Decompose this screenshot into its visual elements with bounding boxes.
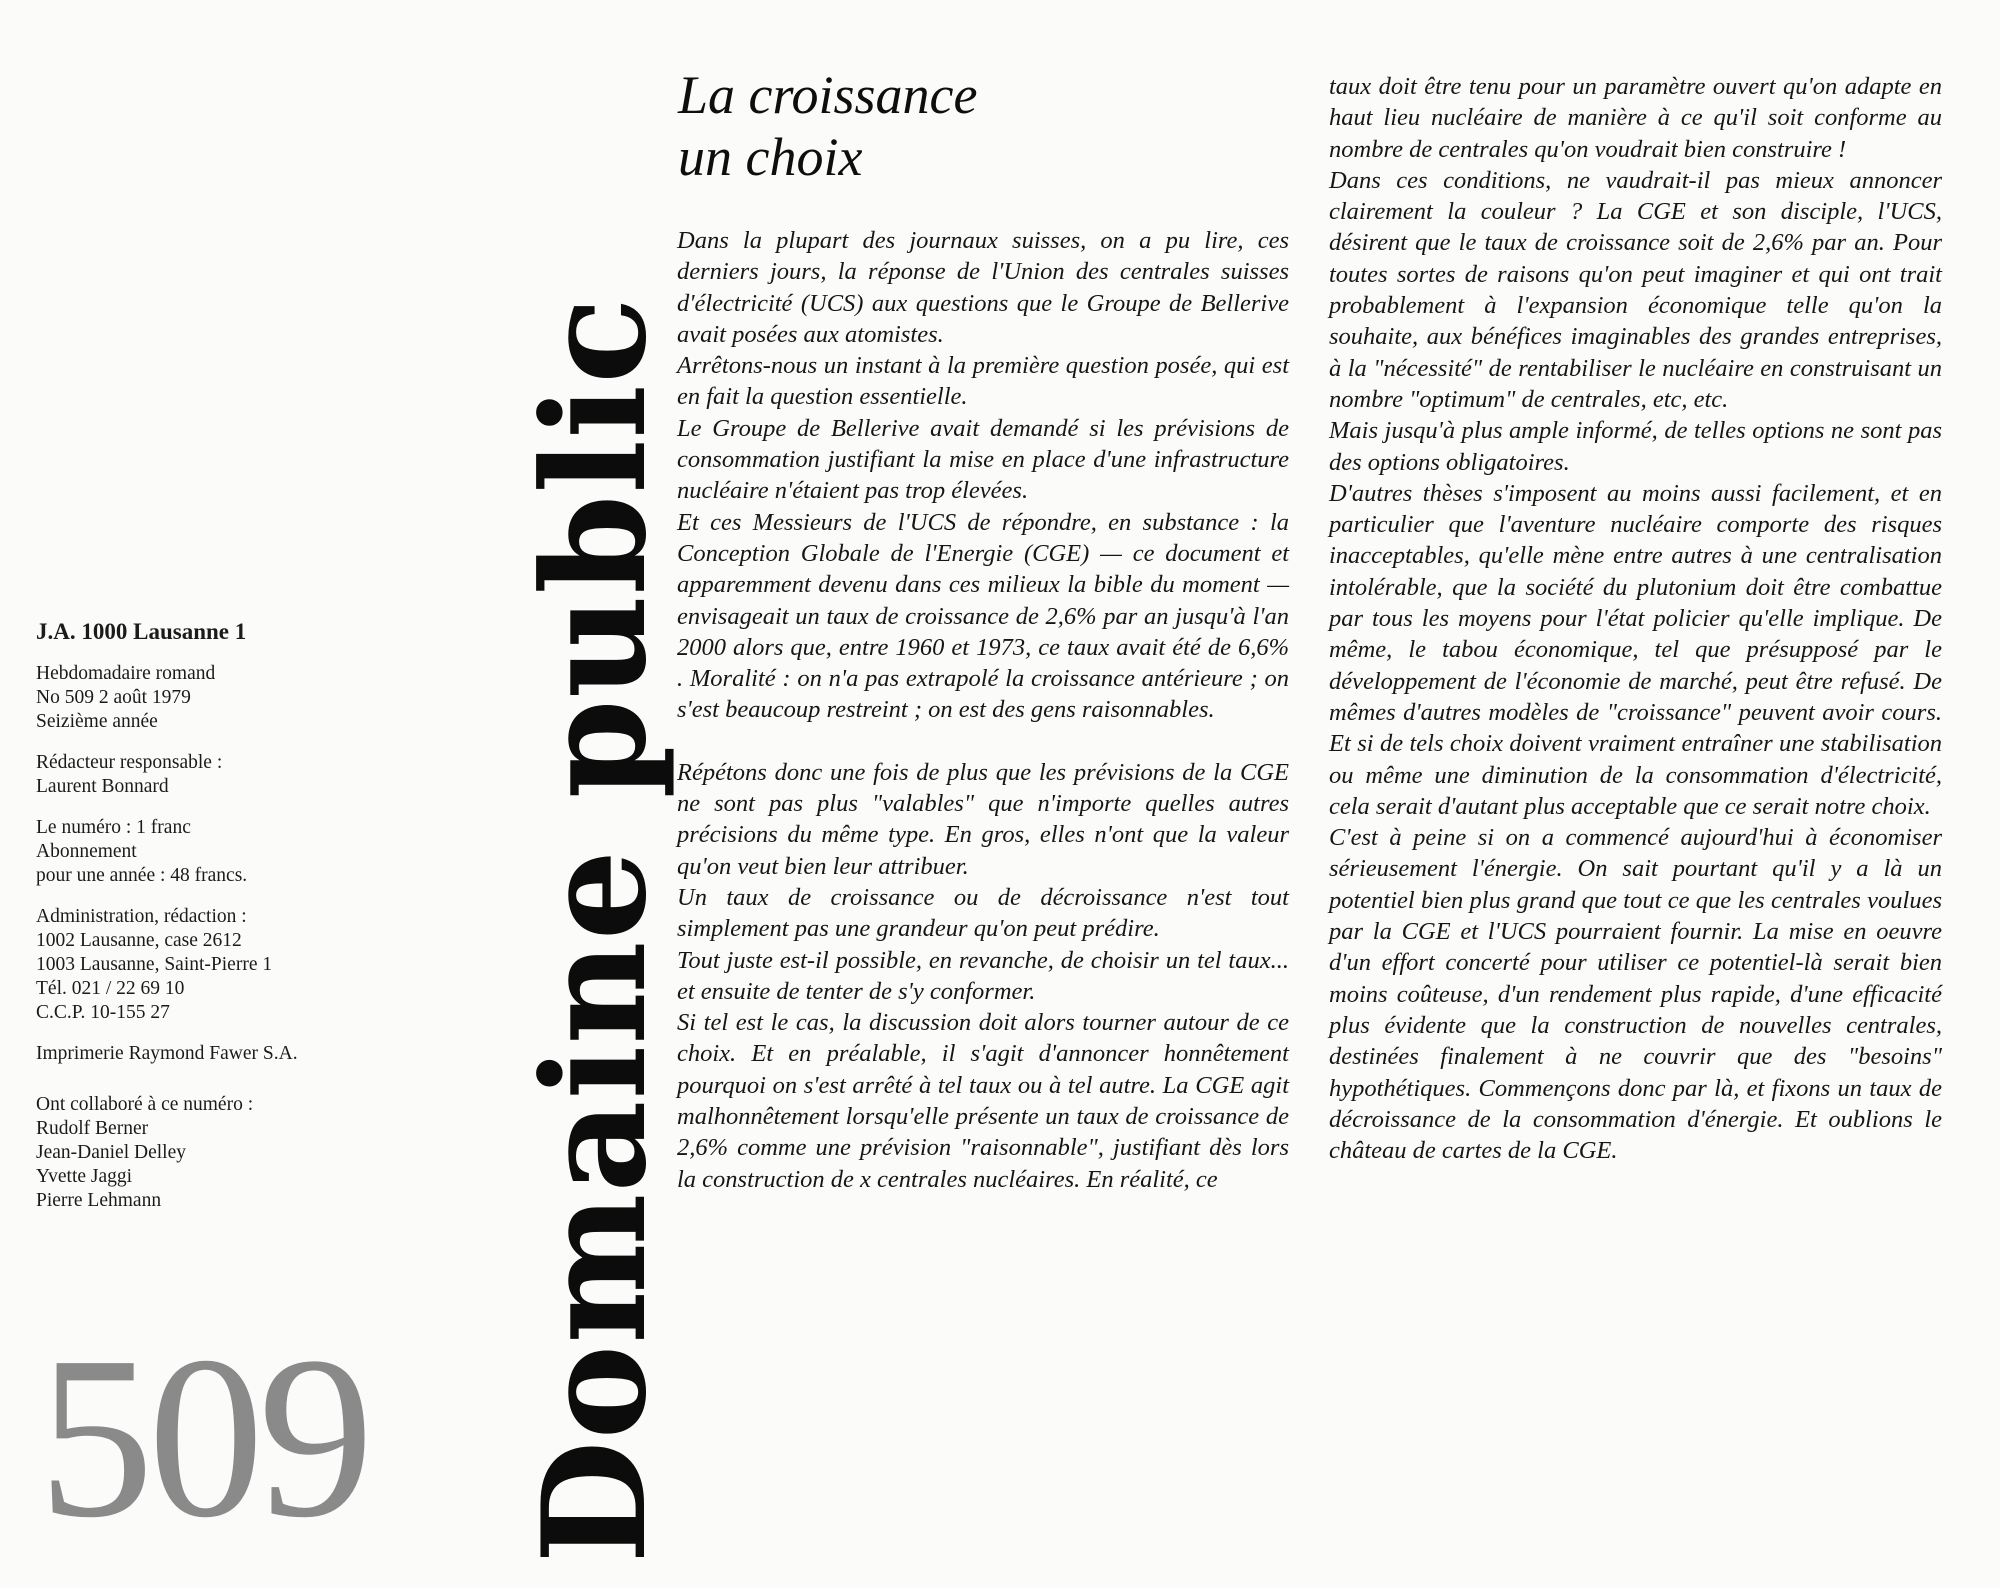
article-column-1 <box>677 225 1289 1195</box>
paragraph: C'est à peine si on a commencé aujourd'hui à économiser sérieusement l'énergie. On sait pourtant qu'il y a là un potentiel bien plus grand que tout ce que les centrales voulues par la CGE et l'UCS pourraient fournir. La mise en oeuvre d'un effort concerté pour utiliser ce potentiel-là serait bien moins coûteuse, d'un rendement plus rapide, d'une efficacité plus évidente que la construction de nouvelles centrales, destinées finalement à ne couvrir que des "besoins" hypothétiques. Commençons donc par là, et fixons un taux de décroissance de la consommation d'énergie. Et oublions le château de cartes de la CGE. <box>1329 824 1942 1165</box>
postal-imprint: J.A. 1000 Lausanne 1 <box>36 619 247 644</box>
paragraph: Arrêtons-nous un instant à la première question posée, qui est en fait la question essentielle. <box>677 352 1289 411</box>
admin-line: 1002 Lausanne, case 2612 <box>36 930 242 951</box>
edition-line: Hebdomadaire romand <box>36 663 216 684</box>
edition-line: No 509 2 août 1979 <box>36 687 191 708</box>
pricing-info <box>36 816 396 888</box>
paragraph: Tout juste est-il possible, en revanche, de choisir un tel taux... et ensuite de tenter de s'y conformer. <box>677 946 1289 1005</box>
editor-line: Laurent Bonnard <box>36 776 169 797</box>
admin-line: 1003 Lausanne, Saint-Pierre 1 <box>36 954 273 975</box>
admin-line: Administration, rédaction : <box>36 906 247 927</box>
paragraph: Un taux de croissance ou de décroissance n'est tout simplement pas une grandeur qu'on peut prédire. <box>677 883 1289 943</box>
title-line: un choix <box>678 127 863 187</box>
paragraph: Si tel est le cas, la discussion doit alors tourner autour de ce choix. Et en préalable, il s'agit d'annoncer honnêtement pourquoi on s'est arrêté à tel taux ou à tel autre. La CGE agit malhonnêtement lorsqu'elle présente un taux de croissance de 2,6% comme une prévision "raisonnable", justifiant dès lors la construction de x centrales nucléaires. En réalité, ce <box>677 1009 1289 1193</box>
contributors-line: Jean-Daniel Delley <box>36 1142 186 1163</box>
admin-line: Tél. 021 / 22 69 10 <box>36 978 185 999</box>
contributors-line: Pierre Lehmann <box>36 1190 162 1211</box>
printer-info: Imprimerie Raymond Fawer S.A. <box>36 1043 298 1064</box>
article-title <box>678 64 1298 188</box>
contributors-line: Rudolf Berner <box>36 1118 149 1139</box>
paragraph: Le Groupe de Bellerive avait demandé si les prévisions de consommation justifiant la mise en place d'une infrastructure nucléaire n'étaient pas trop élevées. <box>677 414 1289 505</box>
contributors-info <box>36 1093 396 1213</box>
article-column-2 <box>1329 71 1942 1166</box>
pricing-line: pour une année : 48 francs. <box>36 865 248 886</box>
title-line: La croissance <box>678 65 978 125</box>
paragraph: Et ces Messieurs de l'UCS de répondre, en substance : la Conception Globale de l'Energie (CGE) — ce document et apparemment devenu dans ces milieux la bible du moment — envisageait un taux de croissance de 2,6% par an jusqu'à l'an 2000 alors que, entre 1960 et 1973, ce taux avait été de 6,6% . Moralité : on n'a pas extrapolé la croissance antérieure ; on s'est beaucoup restreint ; on est des gens raisonnables. <box>677 508 1289 724</box>
paragraph: Mais jusqu'à plus ample informé, de telles options ne sont pas des options obligatoires. <box>1329 417 1942 476</box>
edition-line: Seizième année <box>36 711 158 732</box>
editor-line: Rédacteur responsable : <box>36 752 223 773</box>
contributors-line: Yvette Jaggi <box>36 1166 133 1187</box>
editor-info <box>36 751 396 799</box>
administration-info <box>36 905 396 1025</box>
pricing-line: Abonnement <box>36 841 137 862</box>
paragraph: Dans ces conditions, ne vaudrait-il pas mieux annoncer clairement la couleur ? La CGE et son disciple, l'UCS, désirent que le taux de croissance soit de 2,6% par an. Pour toutes sortes de raisons qu'on peut imaginer et qui ont trait probablement à l'expansion économique telle qu'on la souhaite, aux bénéfices imaginables des grandes entreprises, à la "nécessité" de rentabiliser le nucléaire en construisant un nombre "optimum" de centrales, etc, etc. <box>1329 166 1942 413</box>
publication-info <box>36 620 396 1230</box>
edition-info <box>36 662 396 734</box>
pricing-line: Le numéro : 1 franc <box>36 817 191 838</box>
masthead: Domaine public <box>512 296 678 1564</box>
issue-number: 509 <box>38 1309 368 1566</box>
admin-line: C.C.P. 10-155 27 <box>36 1002 170 1023</box>
paragraph: Dans la plupart des journaux suisses, on a pu lire, ces derniers jours, la réponse de l'Union des centrales suisses d'électricité (UCS) aux questions que le Groupe de Bellerive avait posées aux atomistes. <box>677 227 1289 348</box>
paragraph: Répétons donc une fois de plus que les prévisions de la CGE ne sont pas plus "valables" que n'importe quelles autres précisions du même type. En gros, elles n'ont que la valeur qu'on veut bien leur attribuer. <box>677 758 1289 880</box>
contributors-line: Ont collaboré à ce numéro : <box>36 1094 254 1115</box>
paragraph: D'autres thèses s'imposent au moins aussi facilement, et en particulier que l'aventure nucléaire comporte des risques inacceptables, qu'elle mène entre autres à une centralisation intolérable, que la société du plutonium doit être combattue par tous les moyens pour l'état policier qu'elle implique. De même, le tabou économique, tel que présupposé par le développement de l'économie de marché, peut être refusé. De mêmes d'autres modèles de "croissance" peuvent avoir cours. Et si de tels choix doivent vraiment entraîner une stabilisation ou même une diminution de la consommation d'électricité, cela serait d'autant plus acceptable que ce serait notre choix. <box>1329 479 1942 820</box>
paragraph: taux doit être tenu pour un paramètre ouvert qu'on adapte en haut lieu nucléaire de manière à ce qu'il soit conforme au nombre de centrales qu'on voudrait bien construire ! <box>1329 73 1942 163</box>
